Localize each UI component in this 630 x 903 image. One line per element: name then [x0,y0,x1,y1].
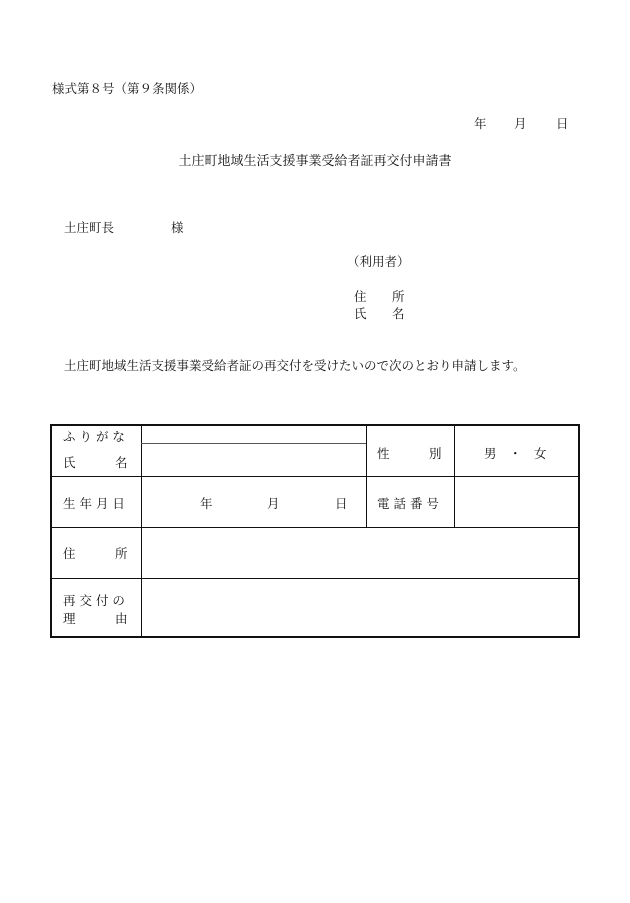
birth-month-label: 月 [267,496,280,511]
name-label-1: 氏 [63,455,76,470]
address-label-1: 住 [63,546,76,561]
application-form-table [50,424,580,638]
application-statement: 土庄町地域生活支援事業受給者証の再交付を受けたいので次のとおり申請します。 [64,358,526,373]
applicant-label: （利用者） [347,254,410,269]
reason-label-2a: 理 [63,611,76,626]
phone-label: 電 話 番 号 [377,496,439,511]
sex-label-2: 別 [429,446,442,461]
date-month-label: 月 [514,116,527,131]
applicant-name-label-2: 名 [392,306,405,321]
address-label-2: 所 [115,546,128,561]
applicant-name-label-1: 氏 [354,306,367,321]
furigana-label: ふ り が な [63,429,125,444]
addressee-honorific: 様 [171,220,184,235]
form-number: 様式第８号（第９条関係） [52,81,203,96]
date-day-label: 日 [556,116,569,131]
reason-label-1: 再 交 付 の [63,593,125,608]
furigana-field[interactable] [141,426,366,443]
applicant-address-label-1: 住 [354,289,367,304]
date-year-label: 年 [474,116,487,131]
reason-field[interactable] [142,579,578,636]
name-field[interactable] [141,444,366,476]
sex-options[interactable]: 男 ・ 女 [484,446,547,461]
birth-year-label: 年 [200,496,213,511]
document-title: 土庄町地域生活支援事業受給者証再交付申請書 [178,154,452,169]
reason-label-2b: 由 [115,611,128,626]
birth-day-label: 日 [335,496,348,511]
applicant-name-label [354,304,405,322]
sex-label-1: 性 [377,446,390,461]
applicant-address-label-2: 所 [392,289,405,304]
address-field[interactable] [142,528,578,578]
phone-field[interactable] [455,477,578,527]
name-label-2: 名 [115,455,128,470]
addressee-name: 土庄町長 [64,220,115,235]
birth-date-label: 生 年 月 日 [63,496,125,511]
applicant-address-label [354,287,405,305]
